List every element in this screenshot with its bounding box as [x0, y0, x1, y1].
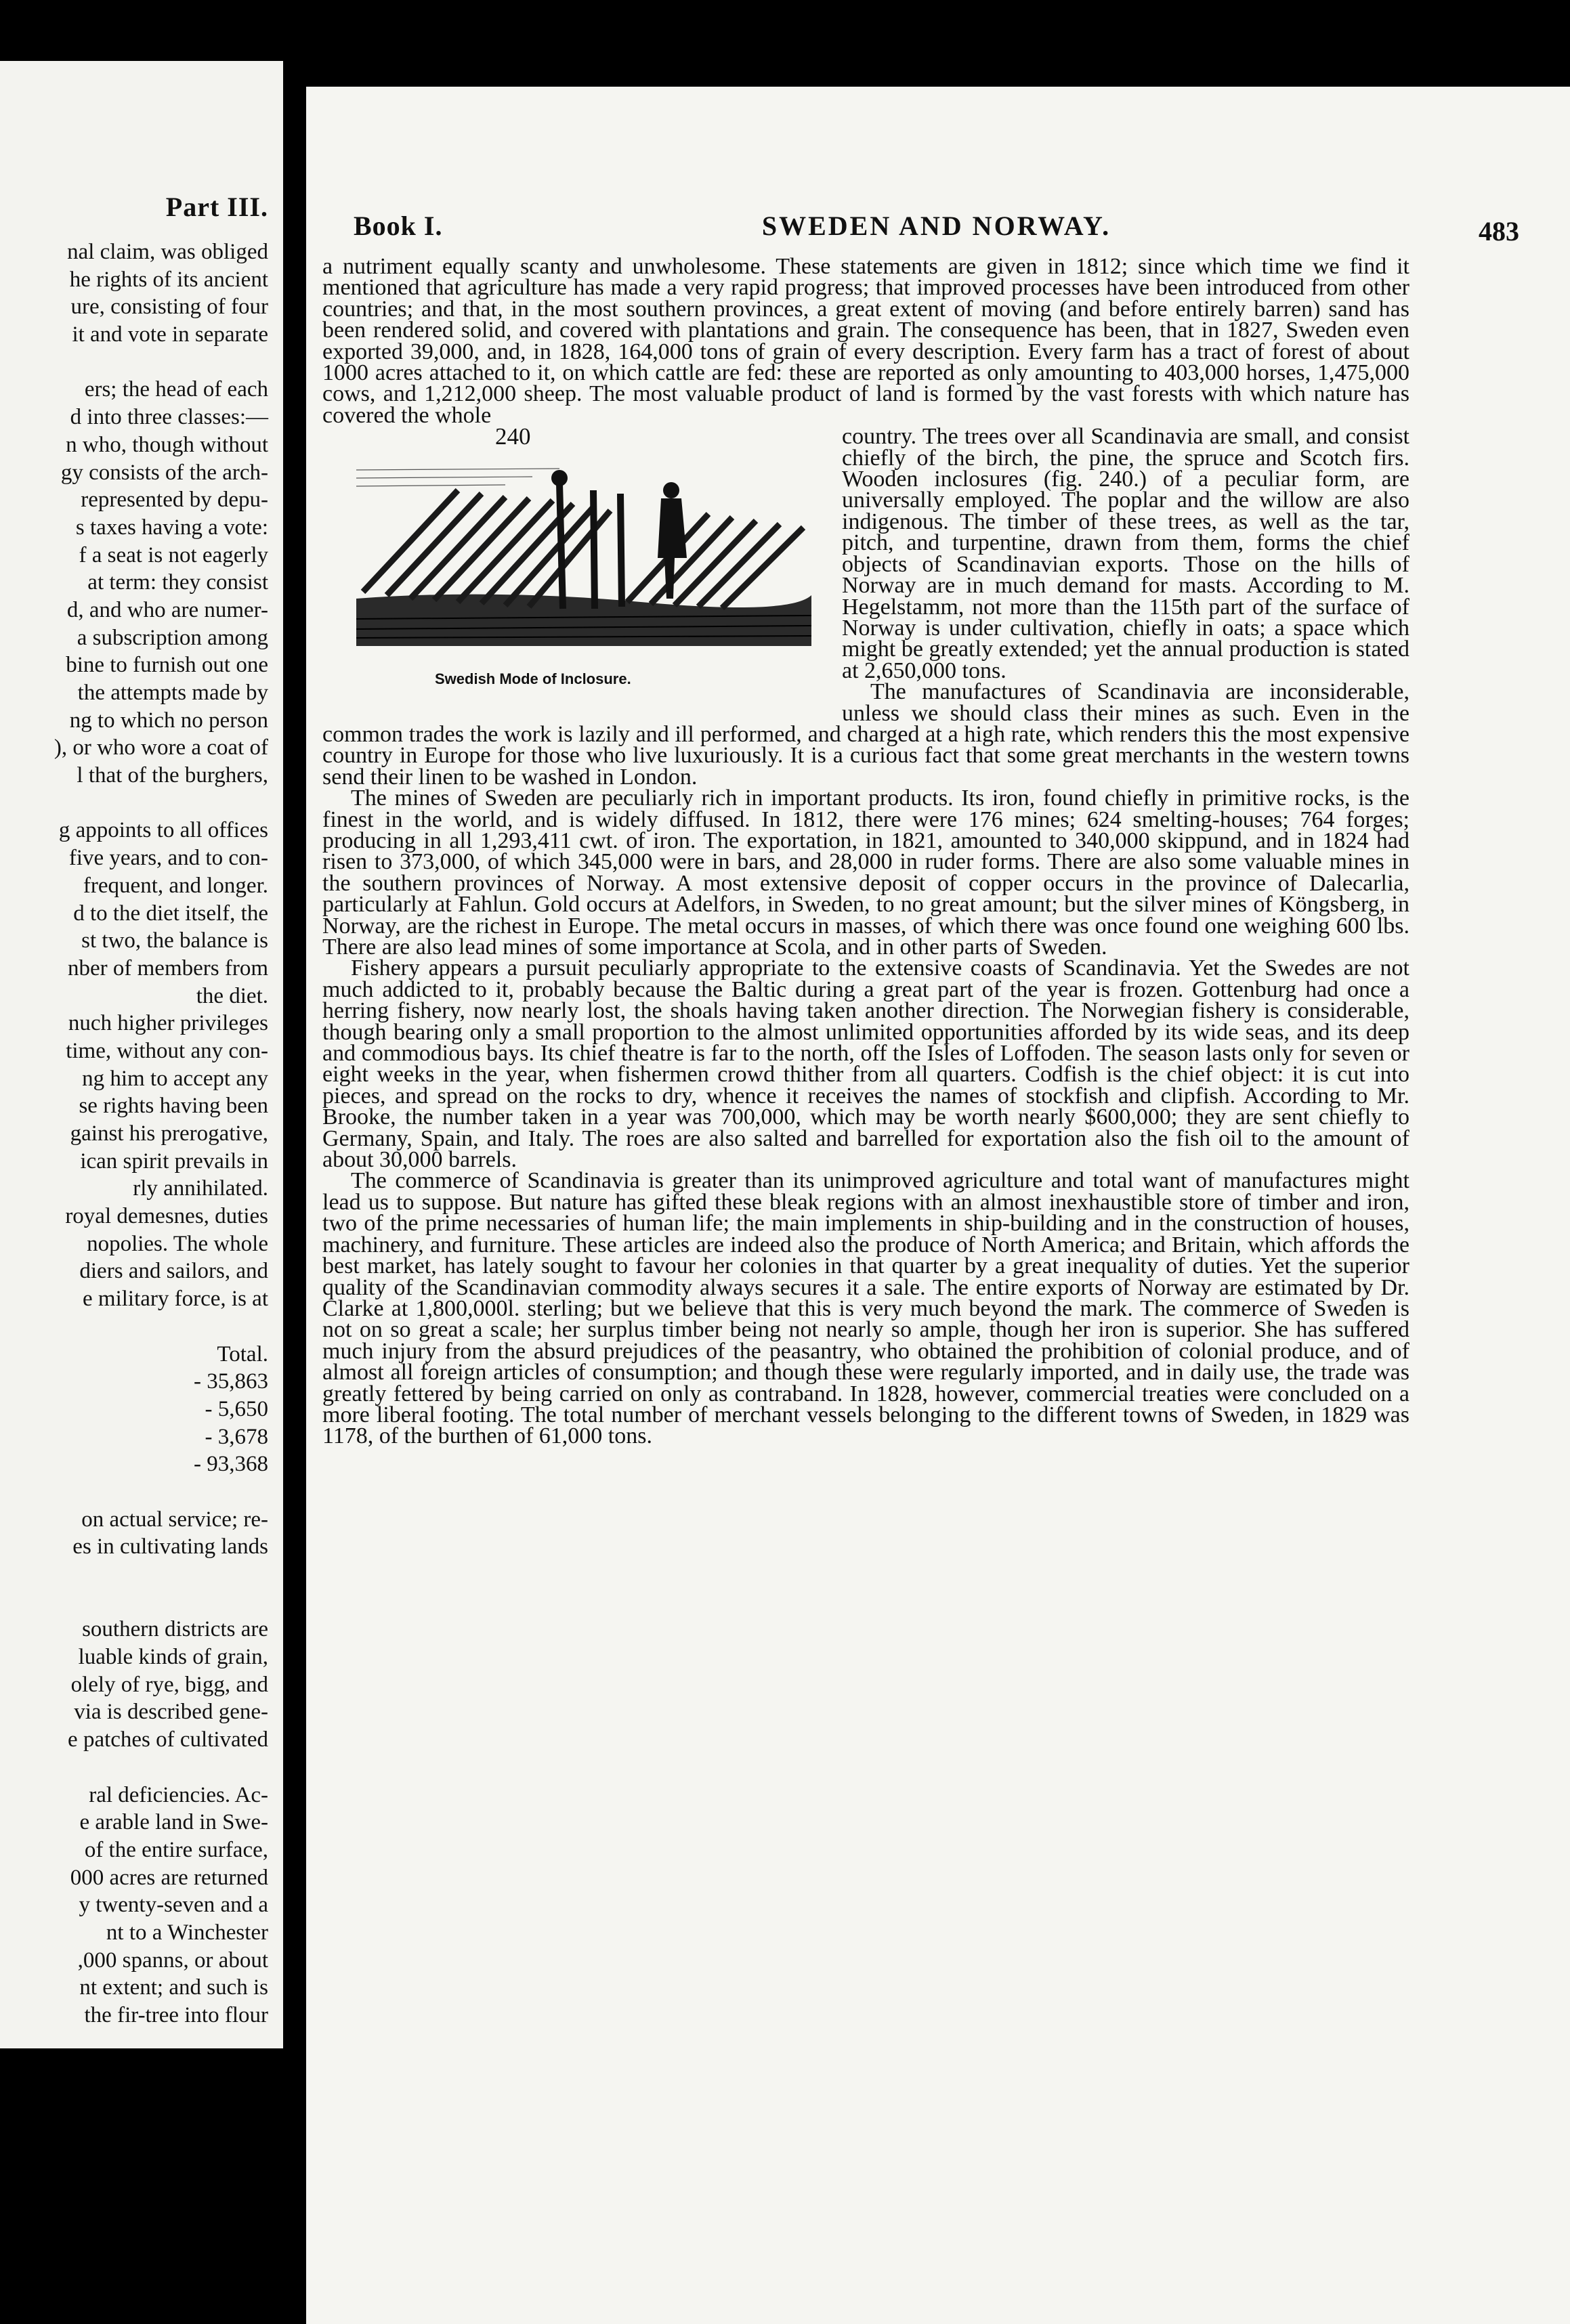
left-page-line: se rights having been — [79, 1094, 268, 1119]
left-page-line: he rights of its ancient — [69, 267, 268, 292]
left-page-line: royal demesnes, duties — [65, 1204, 268, 1229]
left-page-line: st two, the balance is — [81, 928, 268, 953]
left-page-line: frequent, and longer. — [83, 873, 268, 898]
figure-caption: Swedish Mode of Inclosure. — [435, 670, 631, 688]
paragraph: The commerce of Scandinavia is greater than its unimproved agriculture and total want of manufactures might lead us to suppose. But nature has gifted these bleak regions with an almost inexhaustible store of timber and iron, two of the prime necessaries of human life; the main implements in ship-building and in the construction of houses, machinery, and furniture. These articles are indeed also the produce of North America; and Britain, which affords the best market, has lately sought to favour her colonies in that quarter by a great inequality of duties. Yet the superior quality of the Scandinavian commodity always secures it a sale. The entire exports of Norway are estimated by Dr. Clarke at 1,800,000l. sterling; but we believe that this is very much beyond the mark. The commerce of Sweden is not on so great a scale; her surplus timber being not nearly so ample, though her iron is superior. She has suffered much injury from the absurd prejudices of the peasantry, who obtained the prohibition of colonial produce, and of almost all foreign articles of consumption; and though these were regularly imported, and in daily use, the trade was greatly fettered by being carried on only as contraband. In 1828, however, commercial treaties were concluded on a more liberal footing. The total number of merchant vessels belonging to the different towns of Sweden, in 1829 was 1178, of the burthen of 61,000 tons. — [322, 1168, 1409, 1449]
left-page-line: ure, consisting of four — [70, 295, 268, 320]
left-page-line: nt to a Winchester — [106, 1920, 268, 1945]
left-page-line: l that of the burghers, — [77, 763, 268, 788]
left-page-line — [0, 1589, 268, 1616]
left-page-line: e arable land in Swe- — [79, 1810, 268, 1835]
page-number: 483 — [1479, 216, 1519, 246]
page — [306, 87, 1570, 2324]
left-page-line: bine to furnish out one — [66, 653, 268, 678]
left-page-line — [0, 790, 268, 817]
left-page-line: nt extent; and such is — [79, 1975, 268, 2000]
left-page-line: diers and sailors, and — [79, 1259, 268, 1284]
left-page-header: Part III. — [165, 192, 268, 222]
left-page-line — [0, 349, 268, 376]
left-page-line: ng to which no person — [69, 708, 268, 733]
left-page-line: five years, and to con- — [68, 846, 268, 871]
left-page-line: nal claim, was obliged — [67, 240, 268, 264]
paragraph: The manufactures of Scandinavia are inconsiderable, unless we should class their mines as such. Even in the common trades the work is lazily and ill performed, and charged at a high rate, which renders this the most expensive country in Europe for those who live luxuriously. It is a curious fact that some great merchants in the western towns send their linen to be washed in London. — [322, 679, 1409, 790]
left-page-line: a subscription among — [77, 625, 268, 650]
left-page-line: ng him to accept any — [82, 1066, 268, 1091]
left-page-line: southern districts are — [82, 1617, 268, 1642]
left-page-line: ), or who wore a coat of — [54, 735, 268, 760]
left-page-text — [0, 238, 268, 2029]
left-page-line — [0, 1561, 268, 1589]
left-page-line: - 3,678 — [205, 1424, 268, 1449]
fence-engraving-image — [356, 463, 811, 646]
left-page-line: rly annihilated. — [133, 1176, 268, 1201]
left-page-line: nopolies. The whole — [87, 1231, 268, 1256]
left-page-line: ral deficiencies. Ac- — [89, 1782, 268, 1807]
page-header — [354, 210, 1519, 244]
left-page-line: ,000 spanns, or about — [77, 1948, 268, 1973]
left-page-line: nuch higher privileges — [68, 1011, 268, 1036]
left-page-line: represented by depu- — [81, 488, 268, 513]
left-page-line: 000 acres are returned — [70, 1865, 268, 1890]
left-page-line: of the entire surface, — [84, 1837, 268, 1862]
left-page-line: the attempts made by — [77, 681, 268, 705]
left-page-line: the diet. — [196, 983, 268, 1008]
left-page-line: gy consists of the arch- — [60, 460, 268, 485]
paragraph: Fishery appears a pursuit peculiarly appropriate to the extensive coasts of Scandinavia. Yet the Swedes are not much addicted to it, probably because the Baltic during a great part of the year is frozen. Gottenburg had once a herring fishery, now nearly lost, the shoals having taken another direction. The Norwegian fishery is considerable, though bearing only a small proportion to the almost unlimited opportunities afforded by its wide seas, and its deep and commodious bays. Its chief theatre is far to the north, off the Isles of Loffoden. The season lasts only for seven or eight weeks in the year, when fishermen crowd thither from all quarters. Codfish is the chief object: it is cut into pieces, and spread on the rocks to dry, whence it receives the names of stockfish and clipfish. According to Mr. Brooke, the number taken in a year was 700,000, which may be worth nearly $600,000; they are sent chiefly to Germany, Spain, and Italy. The roes are also salted and barrelled for exportation also the fish oil to the amount of about 30,000 barrels. — [322, 955, 1409, 1173]
left-page-line — [0, 1754, 268, 1782]
paragraph: country. The trees over all Scandinavia are small, and consist chiefly of the birch, the pine, the spruce and Scotch firs. Wooden inclosures (fig. 240.) of a peculiar form, are universally employed. The poplar and the willow are also indigenous. The timber of these trees, as well as the tar, pitch, and turpentine, drawn from them, forms the chief objects of Scandinavian exports. Those on the hills of Norway are in much demand for masts. According to M. Hegelstamm, not more than the 115th part of the surface of Norway is under cultivation, chiefly in oats; a space which might be greatly extended; yet the annual production is stated at 2,650,000 tons. — [842, 424, 1409, 683]
running-title: SWEDEN AND NORWAY. — [761, 211, 1111, 241]
figure — [322, 423, 827, 722]
left-page-line: e military force, is at — [83, 1287, 268, 1312]
book-label: Book I. — [354, 211, 443, 241]
left-page-line: f a seat is not eagerly — [79, 542, 268, 567]
left-page-line: at term: they consist — [87, 570, 268, 595]
left-page-line: via is described gene- — [74, 1700, 268, 1725]
left-page-line: it and vote in separate — [72, 322, 268, 347]
left-page-line: nber of members from — [68, 955, 268, 981]
left-page-line: d, and who are numer- — [66, 597, 268, 622]
left-page-line: olely of rye, bigg, and — [70, 1672, 268, 1697]
left-page-line: y twenty-seven and a — [79, 1893, 268, 1918]
left-page-line: d to the diet itself, the — [73, 901, 268, 926]
left-page-line: on actual service; re- — [81, 1507, 268, 1532]
left-page-line — [0, 1478, 268, 1506]
left-page-line: ican spirit prevails in — [80, 1148, 268, 1174]
left-page-line: n who, though without — [66, 432, 268, 457]
left-page-line: time, without any con- — [66, 1038, 268, 1063]
left-page-line: s taxes having a vote: — [75, 515, 268, 540]
paragraph: The mines of Sweden are peculiarly rich in important products. Its iron, found chiefly in primitive rocks, is the finest in the world, and is widely diffused. In 1812, there were 176 mines; 624 smelting-houses; 764 forges; producing in all 1,293,411 cwt. of iron. The exportation, in 1821, amounted to 340,000 skippund, and in 1824 had risen to 373,000, of which 345,000 were in bars, and 28,000 in ruder forms. There are also some valuable mines in the southern provinces of Norway. A most extensive deposit of copper occurs in the province of Dalecarlia, particularly at Fahlun. Gold occurs at Adelfors, in Sweden, to no great amount; but the silver mines of Köngsberg, in Norway, are the richest in Europe. The metal occurs in masses, of which there was once found one weighing 600 lbs. There are also lead mines of some importance at Scola, and in other parts of Sweden. — [322, 786, 1409, 960]
left-page-line: - 35,863 — [194, 1369, 268, 1394]
left-page-line: luable kinds of grain, — [78, 1645, 268, 1670]
left-page-line: the fir-tree into flour — [84, 2003, 268, 2027]
left-page-line: gainst his prerogative, — [70, 1121, 268, 1146]
body-text — [322, 256, 1409, 1447]
left-page-line: - 93,368 — [194, 1452, 268, 1477]
left-page-line: e patches of cultivated — [68, 1727, 268, 1752]
paragraph: a nutriment equally scanty and unwholesome. These statements are given in 1812; since which time we find it mentioned that agriculture has made a very rapid progress; that improved processes have been introduced from other countries; and that, in the most southern provinces, a great extent of moving (and before entirely barren) sand has been rendered solid, and covered with plantations and grain. The consequence has been, that in 1827, Sweden even exported 39,000, and, in 1828, 164,000 tons of grain of every description. Every farm has a tract of forest of about 1000 acres attached to it, on which cattle are fed: these are reported as only amounting to 403,000 horses, 1,475,000 cows, and 1,212,000 sheep. The most valuable product of land is formed by the vast forests with which nature has covered the whole — [322, 254, 1409, 428]
left-page-line — [0, 1313, 268, 1341]
left-page-line: ers; the head of each — [84, 377, 268, 402]
left-page-line: es in cultivating lands — [72, 1534, 268, 1559]
left-page-line: g appoints to all offices — [58, 818, 268, 843]
left-page-line: d into three classes:— — [70, 405, 268, 430]
previous-page-fragment — [0, 61, 283, 2048]
left-page-line: - 5,650 — [205, 1396, 268, 1421]
figure-number: 240 — [495, 423, 531, 450]
left-page-line: Total. — [217, 1341, 268, 1367]
